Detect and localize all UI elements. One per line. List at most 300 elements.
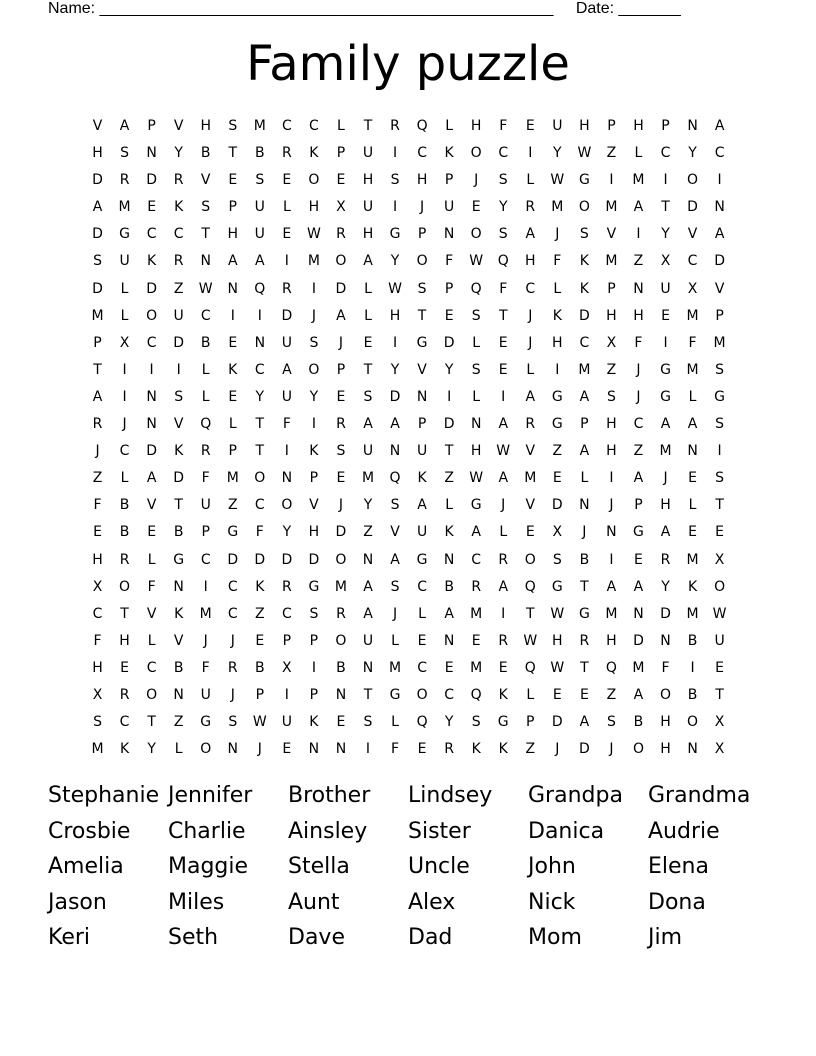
grid-letter: U xyxy=(281,714,292,731)
word-list-item: Dad xyxy=(408,925,453,951)
grid-letter: V xyxy=(173,118,184,134)
grid-letter: I xyxy=(392,334,398,351)
grid-letter: B xyxy=(173,659,184,676)
grid-letter: A xyxy=(498,470,509,487)
grid-row xyxy=(84,547,733,574)
grid-letter: F xyxy=(391,741,400,758)
grid-letter: N xyxy=(308,741,320,758)
grid-letter: D xyxy=(281,307,293,324)
grid-letter: R xyxy=(281,578,292,595)
grid-letter: M xyxy=(226,470,239,487)
grid-letter: N xyxy=(146,145,157,162)
grid-letter: L xyxy=(526,172,535,189)
grid-letter: D xyxy=(551,497,563,514)
grid-letter: I xyxy=(284,686,289,703)
grid-letter: O xyxy=(687,714,699,731)
grid-letter: X xyxy=(552,524,563,541)
grid-letter: V xyxy=(200,172,211,189)
grid-letter: L xyxy=(391,714,399,731)
grid-letter: K xyxy=(498,686,508,703)
grid-letter: E xyxy=(228,172,238,189)
grid-letter: A xyxy=(227,253,238,270)
grid-letter: E xyxy=(471,199,481,216)
grid-letter: R xyxy=(498,551,509,568)
grid-letter: O xyxy=(146,307,158,324)
grid-letter: N xyxy=(335,686,347,703)
grid-letter: A xyxy=(525,388,536,405)
grid-letter: S xyxy=(228,714,238,731)
grid-letter: N xyxy=(416,388,428,405)
grid-letter: T xyxy=(661,199,670,216)
grid-letter: I xyxy=(311,659,316,676)
grid-letter: G xyxy=(389,226,401,243)
grid-letter: W xyxy=(252,714,267,731)
word-list-item: Jim xyxy=(648,925,683,951)
grid-letter: Q xyxy=(389,470,401,487)
grid-letter: G xyxy=(633,524,644,541)
grid-letter: M xyxy=(91,741,104,758)
grid-letter: L xyxy=(147,551,156,568)
grid-letter: N xyxy=(362,551,374,568)
grid-letter: M xyxy=(686,361,699,378)
grid-letter: P xyxy=(147,118,156,134)
grid-letter: A xyxy=(92,199,103,216)
word-list-item: Keri xyxy=(48,925,91,951)
grid-letter: F xyxy=(499,118,508,134)
grid-letter: N xyxy=(443,551,455,568)
grid-letter: J xyxy=(311,307,316,324)
grid-letter: P xyxy=(607,118,616,134)
grid-letter: T xyxy=(120,605,129,622)
grid-row xyxy=(84,303,733,330)
grid-letter: O xyxy=(470,226,482,243)
grid-letter: D xyxy=(443,334,455,351)
grid-letter: A xyxy=(660,416,671,433)
grid-letter: J xyxy=(636,388,641,405)
grid-letter: I xyxy=(392,145,398,162)
grid-letter: L xyxy=(147,632,156,649)
grid-letter: N xyxy=(660,632,671,649)
grid-letter: G xyxy=(578,605,590,622)
grid-letter: D xyxy=(254,551,266,568)
grid-letter: X xyxy=(660,253,671,270)
grid-letter: Y xyxy=(444,714,454,731)
grid-letter: K xyxy=(498,741,508,758)
grid-letter: E xyxy=(417,632,427,649)
grid-letter: S xyxy=(390,578,400,595)
grid-letter: E xyxy=(525,118,535,134)
grid-letter: E xyxy=(336,388,346,405)
grid-letter: Z xyxy=(606,686,617,703)
grid-letter: G xyxy=(578,172,590,189)
grid-letter: Z xyxy=(363,524,373,541)
grid-letter: E xyxy=(282,741,292,758)
grid-letter: D xyxy=(92,226,103,243)
grid-letter: N xyxy=(633,280,644,297)
grid-letter: S xyxy=(606,388,616,405)
grid-letter: O xyxy=(335,632,347,649)
grid-letter: E xyxy=(661,307,670,324)
grid-letter: E xyxy=(498,361,508,378)
grid-letter: Z xyxy=(633,253,644,270)
grid-letter: V xyxy=(525,443,536,460)
grid-letter: R xyxy=(444,741,454,758)
grid-letter: U xyxy=(281,388,292,405)
grid-letter: Y xyxy=(174,145,183,162)
grid-letter: X xyxy=(687,280,698,297)
grid-letter: C xyxy=(146,334,157,351)
grid-letter: U xyxy=(416,443,428,460)
word-list-item: Charlie xyxy=(168,818,246,844)
grid-letter: E xyxy=(579,686,589,703)
page-title: Family puzzle xyxy=(246,36,570,92)
word-list-item: John xyxy=(528,854,576,880)
grid-letter: Z xyxy=(552,443,563,460)
grid-letter: I xyxy=(528,145,533,162)
grid-letter: N xyxy=(173,578,184,595)
grid-letter: C xyxy=(687,253,698,270)
grid-letter: U xyxy=(281,334,292,351)
grid-letter: N xyxy=(362,659,374,676)
grid-letter: N xyxy=(687,443,698,460)
grid-row xyxy=(84,140,733,167)
grid-letter: K xyxy=(444,524,454,541)
grid-letter: T xyxy=(525,605,535,622)
grid-letter: F xyxy=(634,334,643,351)
grid-letter: Y xyxy=(498,199,508,216)
grid-letter: N xyxy=(200,253,211,270)
grid-letter: I xyxy=(447,388,452,405)
grid-letter: A xyxy=(390,416,400,433)
grid-letter: T xyxy=(580,659,589,676)
grid-letter: A xyxy=(714,226,725,243)
grid-letter: C xyxy=(714,145,725,162)
grid-letter: E xyxy=(255,632,265,649)
grid-letter: W xyxy=(388,280,402,297)
grid-letter: J xyxy=(230,632,235,649)
grid-letter: N xyxy=(227,741,238,758)
grid-letter: Y xyxy=(688,145,697,162)
grid-letter: G xyxy=(173,551,185,568)
grid-letter: R xyxy=(281,280,292,297)
grid-letter: D xyxy=(443,416,455,433)
word-list-item: Grandma xyxy=(648,783,751,808)
grid-letter: L xyxy=(120,280,129,297)
grid-letter: D xyxy=(335,280,347,297)
word-list-item: Brother xyxy=(288,783,371,808)
grid-letter: W xyxy=(469,253,484,270)
grid-letter: R xyxy=(281,145,292,162)
grid-letter: P xyxy=(309,632,319,649)
grid-letter: D xyxy=(173,334,185,351)
grid-letter: H xyxy=(552,632,563,649)
grid-letter: S xyxy=(471,714,481,731)
grid-letter: C xyxy=(173,226,184,243)
grid-letter: B xyxy=(255,145,265,162)
grid-letter: O xyxy=(281,497,293,514)
grid-letter: C xyxy=(146,226,157,243)
grid-letter: F xyxy=(553,253,562,270)
grid-letter: I xyxy=(690,659,695,676)
grid-letter: U xyxy=(552,118,563,134)
grid-letter: G xyxy=(200,714,212,731)
grid-letter: L xyxy=(364,307,372,324)
grid-row xyxy=(84,357,733,384)
grid-letter: X xyxy=(714,714,725,731)
grid-letter: X xyxy=(92,686,103,703)
grid-row xyxy=(84,601,733,628)
grid-letter: T xyxy=(363,686,373,703)
grid-letter: Q xyxy=(524,578,536,595)
grid-letter: H xyxy=(552,334,563,351)
grid-letter: A xyxy=(417,497,427,514)
grid-letter: O xyxy=(254,470,266,487)
grid-letter: K xyxy=(579,280,589,297)
grid-letter: F xyxy=(255,524,264,541)
grid-letter: A xyxy=(579,388,590,405)
grid-letter: E xyxy=(498,334,508,351)
grid-letter: L xyxy=(228,416,237,433)
grid-letter: U xyxy=(444,199,455,216)
grid-letter: T xyxy=(580,578,589,595)
grid-letter: C xyxy=(525,280,536,297)
grid-letter: C xyxy=(227,578,238,595)
grid-letter: J xyxy=(95,443,100,460)
grid-letter: X xyxy=(92,578,103,595)
grid-letter: P xyxy=(228,199,237,216)
grid-letter: N xyxy=(146,388,157,405)
grid-letter: P xyxy=(93,334,102,351)
grid-letter: N xyxy=(335,741,347,758)
grid-letter: H xyxy=(119,632,130,649)
grid-letter: E xyxy=(282,172,292,189)
grid-letter: A xyxy=(633,686,644,703)
grid-letter: E xyxy=(715,524,725,541)
grid-letter: G xyxy=(714,388,726,405)
grid-row xyxy=(84,655,733,682)
grid-letter: T xyxy=(255,443,265,460)
grid-letter: A xyxy=(363,578,373,595)
word-list-item: Seth xyxy=(168,925,219,951)
grid-letter: G xyxy=(660,361,671,378)
grid-letter: P xyxy=(309,686,319,703)
grid-letter: P xyxy=(201,524,210,541)
grid-letter: E xyxy=(688,470,697,487)
grid-letter: M xyxy=(551,199,564,216)
grid-letter: M xyxy=(388,659,402,676)
grid-letter: C xyxy=(498,145,509,162)
grid-letter: V xyxy=(390,524,400,541)
grid-letter: S xyxy=(471,307,481,324)
grid-letter: V xyxy=(173,416,184,433)
word-list-item: Jason xyxy=(48,889,107,915)
grid-row xyxy=(84,628,733,655)
grid-letter: O xyxy=(714,578,726,595)
grid-letter: L xyxy=(526,361,535,378)
grid-letter: L xyxy=(526,686,535,703)
grid-letter: C xyxy=(417,659,427,676)
grid-letter: L xyxy=(120,470,129,487)
grid-letter: E xyxy=(336,470,346,487)
grid-letter: K xyxy=(147,253,157,270)
grid-letter: R xyxy=(390,118,400,134)
grid-letter: H xyxy=(606,632,617,649)
grid-letter: P xyxy=(228,443,237,460)
grid-letter: E xyxy=(417,741,427,758)
grid-letter: C xyxy=(200,551,211,568)
grid-letter: K xyxy=(309,145,319,162)
grid-letter: A xyxy=(498,578,509,595)
grid-letter: E xyxy=(525,524,535,541)
grid-letter: J xyxy=(203,632,208,649)
grid-letter: L xyxy=(282,199,291,216)
grid-letter: Y xyxy=(309,388,319,405)
grid-letter: B xyxy=(444,578,454,595)
grid-letter: B xyxy=(255,659,265,676)
grid-letter: E xyxy=(93,524,102,541)
grid-letter: C xyxy=(417,578,427,595)
grid-letter: E xyxy=(688,524,697,541)
grid-letter: I xyxy=(609,551,614,568)
grid-letter: A xyxy=(119,118,130,134)
grid-letter: D xyxy=(660,605,671,622)
grid-letter: H xyxy=(470,443,482,460)
grid-letter: L xyxy=(688,388,697,405)
grid-letter: R xyxy=(227,659,238,676)
word-list-item: Uncle xyxy=(408,854,470,880)
word-list-item: Danica xyxy=(528,818,605,844)
grid-letter: L xyxy=(418,605,426,622)
grid-letter: S xyxy=(715,361,725,378)
grid-letter: L xyxy=(174,741,183,758)
grid-letter: O xyxy=(119,578,131,595)
grid-letter: P xyxy=(417,416,427,433)
grid-letter: G xyxy=(551,578,563,595)
grid-letter: S xyxy=(174,388,184,405)
grid-letter: A xyxy=(579,714,590,731)
grid-letter: C xyxy=(281,605,292,622)
grid-letter: A xyxy=(363,416,373,433)
grid-letter: N xyxy=(606,524,617,541)
grid-letter: D xyxy=(308,551,320,568)
grid-letter: Q xyxy=(524,659,536,676)
grid-letter: J xyxy=(636,361,641,378)
grid-letter: K xyxy=(687,578,698,595)
grid-letter: H xyxy=(227,226,239,243)
word-list-item: Stephanie xyxy=(48,783,160,808)
grid-letter: A xyxy=(606,578,617,595)
grid-letter: K xyxy=(417,470,427,487)
word-list-item: Maggie xyxy=(168,854,249,880)
grid-letter: U xyxy=(200,686,211,703)
grid-letter: D xyxy=(173,470,185,487)
grid-letter: S xyxy=(390,497,400,514)
grid-letter: O xyxy=(578,199,590,216)
grid-letter: Q xyxy=(470,280,482,297)
grid-letter: M xyxy=(605,253,618,270)
grid-letter: I xyxy=(311,280,316,297)
grid-letter: D xyxy=(227,551,239,568)
grid-letter: X xyxy=(714,551,725,568)
grid-letter: J xyxy=(609,741,614,758)
grid-letter: N xyxy=(443,226,455,243)
grid-letter: H xyxy=(633,307,644,324)
grid-letter: A xyxy=(579,443,590,460)
grid-letter: P xyxy=(661,118,670,134)
word-list-item: Jennifer xyxy=(168,783,253,808)
grid-letter: R xyxy=(579,632,590,649)
date-field-label: Date: _______ xyxy=(575,0,681,17)
grid-letter: N xyxy=(714,199,725,216)
grid-row xyxy=(84,438,733,465)
word-list-item: Sister xyxy=(408,818,471,844)
grid-letter: A xyxy=(714,118,725,134)
grid-letter: R xyxy=(336,226,346,243)
grid-letter: L xyxy=(364,280,372,297)
grid-letter: S xyxy=(336,443,346,460)
grid-letter: S xyxy=(363,388,373,405)
grid-letter: P xyxy=(444,280,454,297)
grid-letter: R xyxy=(173,253,184,270)
grid-letter: Q xyxy=(254,280,266,297)
grid-letter: K xyxy=(255,578,265,595)
grid-letter: G xyxy=(660,388,671,405)
grid-letter: R xyxy=(119,686,130,703)
grid-letter: C xyxy=(471,551,482,568)
grid-letter: A xyxy=(390,551,400,568)
grid-letter: J xyxy=(528,334,533,351)
grid-letter: C xyxy=(119,714,130,731)
grid-letter: D xyxy=(578,741,590,758)
grid-letter: N xyxy=(579,497,590,514)
grid-letter: R xyxy=(498,632,509,649)
grid-letter: T xyxy=(417,307,427,324)
grid-letter: M xyxy=(632,172,645,189)
grid-letter: Y xyxy=(444,361,454,378)
grid-letter: W xyxy=(306,226,321,243)
grid-letter: E xyxy=(363,334,373,351)
grid-letter: U xyxy=(173,307,184,324)
grid-letter: V xyxy=(92,118,103,134)
grid-letter: K xyxy=(174,605,184,622)
grid-letter: P xyxy=(526,714,535,731)
grid-letter: U xyxy=(660,280,671,297)
grid-letter: D xyxy=(551,714,563,731)
grid-letter: L xyxy=(391,632,399,649)
grid-letter: O xyxy=(659,686,672,703)
grid-letter: T xyxy=(228,145,238,162)
grid-letter: D xyxy=(578,307,590,324)
grid-letter: E xyxy=(282,226,292,243)
grid-letter: M xyxy=(199,605,212,622)
grid-letter: I xyxy=(717,172,722,189)
grid-letter: O xyxy=(632,741,644,758)
grid-letter: S xyxy=(309,605,319,622)
grid-letter: Z xyxy=(173,714,184,731)
grid-row xyxy=(84,221,733,248)
grid-row xyxy=(84,682,733,709)
grid-letter: I xyxy=(609,172,614,189)
grid-letter: M xyxy=(524,470,537,487)
grid-letter: J xyxy=(338,497,344,514)
word-list-item: Ainsley xyxy=(288,818,368,844)
word-list-item: Lindsey xyxy=(408,783,493,808)
grid-letter: J xyxy=(609,497,614,514)
grid-row xyxy=(84,411,733,438)
word-list-item: Mom xyxy=(528,925,582,951)
grid-letter: H xyxy=(525,253,536,270)
grid-letter: D xyxy=(389,388,401,405)
